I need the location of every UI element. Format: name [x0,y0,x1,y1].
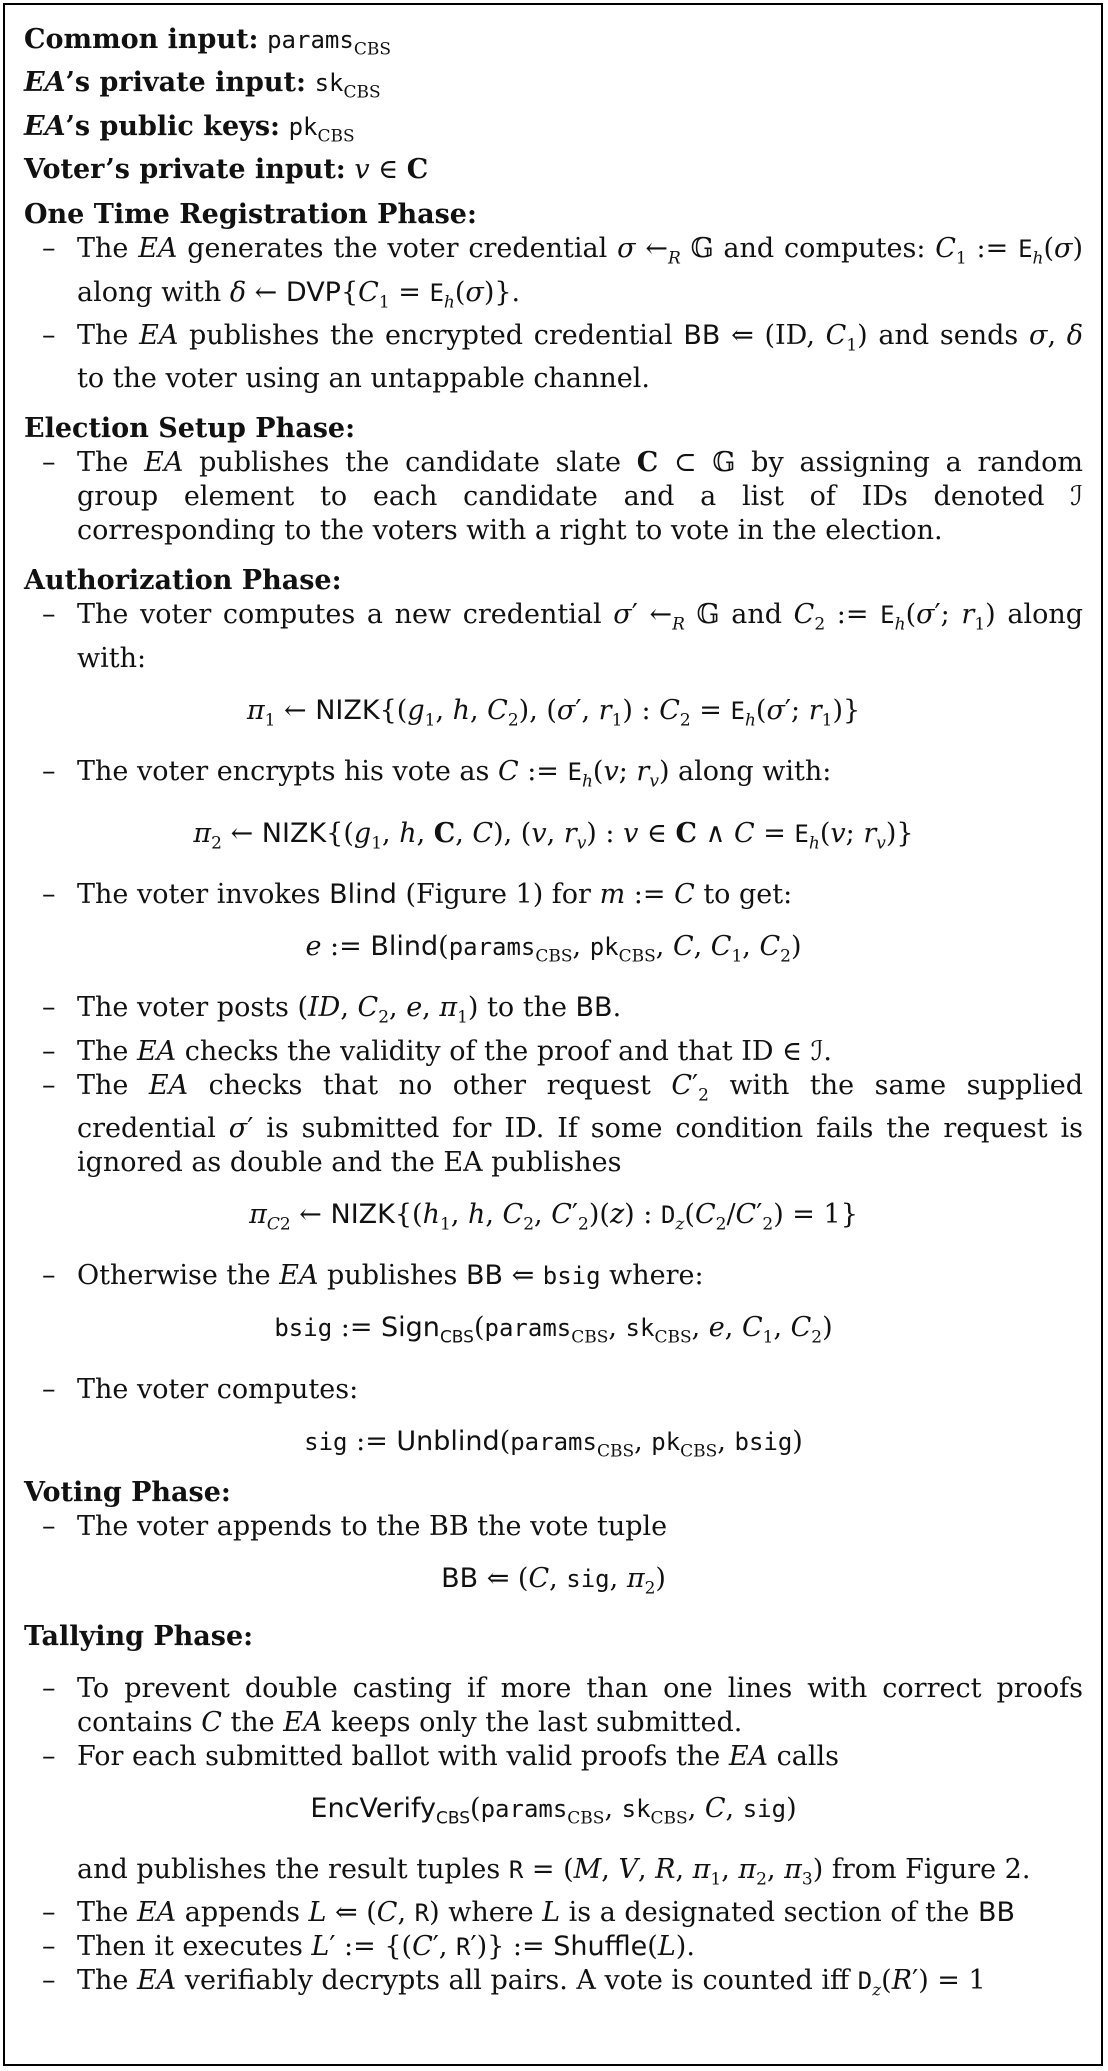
common-input: Common input: params$_{CBS}$ [24,24,391,60]
equation-pic2: $\pi_{C2}$ ← $NIZK\{(h_1$, h, $C_2$, $C'_2)(z)$ : $D_z(C_2/C'_2) = 1$} [249,1199,858,1235]
setup-title: Election Setup Phase: [24,413,356,445]
equation-pi2: $\pi_2$ ← $NIZK\{(g_1$, h, C, C), (v, $r_v$) : v ∈ C ∧ $C = E_h(v$; $r_v$)} [193,817,914,853]
registration-title: One Time Registration Phase: [24,199,477,231]
list-item: – The EA appends L ⇐ (C, R) where L is a designated section of the BB [24,1896,1083,1930]
list-item: – The EA publishes the encrypted credential BB ⇐ (ID, $C_1$) and sends σ, δ to the voter using an untappable channel. [24,319,1083,396]
equation-sign: bsig := Sign$_{CBS}$(params$_{CBS}$, $sk_{CBS}$, e, $C_1$, $C_2$) [274,1312,833,1348]
list-item: – The EA generates the voter credential σ $\leftarrow_R$ 𝔾 and computes: $C_1$ := $E_h(\sigma)$ along with δ ← $DVP\{C_1 = E_h(\sigma)\}$. [24,232,1083,319]
equation-vote-tuple: BB ⇐ (C, sig, $\pi_2$) [441,1563,666,1599]
equation-unblind: sig := Unblind(params$_{CBS}$, $pk_{CBS}$, bsig) [304,1425,803,1462]
registration-list [24,232,1083,396]
ea-private-input: EA’s private input: $sk_{CBS}$ [24,67,381,103]
voting-title: Voting Phase: [24,1477,231,1509]
equation-blind: e := Blind(params$_{CBS}$, $pk_{CBS}$, C, $C_1$, $C_2$) [305,930,802,967]
equation-pi1: $\pi_1$ ← $NIZK\{(g_1$, h, $C_2$), (σ′, $r_1$) : $C_2 = E_h(\sigma'$; $r_1$)} [246,694,861,731]
ea-public-keys: EA’s public keys: $pk_{CBS}$ [24,110,355,147]
list-item: – The voter computes a new credential σ′ $\leftarrow_R$ 𝔾 and $C_2$ := $E_h(\sigma'$; $r_1$) along with: [24,598,1083,675]
list-item: – The EA checks the validity of the proof and that ID ∈ ℐ. [24,1035,1083,1069]
authorization-list-6 [24,1373,1083,1407]
list-item: – The EA checks that no other request $C'_2$ with the same supplied credential σ′ is submitted for ID. If some condition fails the request is ignored as double and the EA publishes [24,1069,1083,1180]
list-item: – The EA publishes the candidate slate C ⊂ 𝔾 by assigning a random group element to each candidate and a list of IDs denoted ℐ corresponding to the voters with a right to vote in the election. [24,446,1083,548]
tallying-title: Tallying Phase: [24,1620,254,1652]
header-inputs [24,23,1083,186]
list-item: – The voter appends to the BB the vote tuple [24,1510,1083,1544]
authorization-list [24,598,1083,675]
equation-encverify: EncVerify$_{CBS}$(params$_{CBS}$, $sk_{CBS}$, C, sig) [310,1792,797,1829]
voter-private-input: Voter’s private input: v ∈ C [24,154,429,186]
list-item: – For each submitted ballot with valid proofs the EA calls [24,1740,1083,1774]
setup-list [24,446,1083,548]
authorization-list-2 [24,755,1083,798]
authorization-list-4 [24,991,1083,1180]
list-item: – Then it executes L′ := {(C′, R′)} := Shuffle(L). [24,1930,1083,1964]
list-item: – To prevent double casting if more than one lines with correct proofs contains C the EA keeps only the last submitted. [24,1672,1083,1740]
tallying-list [24,1672,1083,1774]
list-item: – Otherwise the EA publishes BB ⇐ bsig where: [24,1259,1083,1293]
list-item: – The voter encrypts his vote as C := $E_h(v$; $r_v$) along with: [24,755,1083,798]
result-tuples-text: and publishes the result tuples R = (M, V, R, $\pi_1$, $\pi_2$, $\pi_3$) from Figure 2. [77,1854,1031,1890]
list-item: – The voter invokes Blind (Figure 1) for m := C to get: [24,878,1083,912]
protocol-figure [3,3,1103,2066]
list-item: – The voter posts (ID, $C_2$, e, $\pi_1$) to the BB. [24,991,1083,1034]
authorization-list-3 [24,878,1083,912]
list-item: – The EA verifiably decrypts all pairs. A vote is counted iff $D_z(R') = 1$ [24,1964,1083,2007]
tallying-list-2 [24,1896,1083,2007]
authorization-list-5 [24,1259,1083,1293]
voting-list [24,1510,1083,1544]
list-item: – The voter computes: [24,1373,1083,1407]
authorization-title: Authorization Phase: [24,565,342,597]
